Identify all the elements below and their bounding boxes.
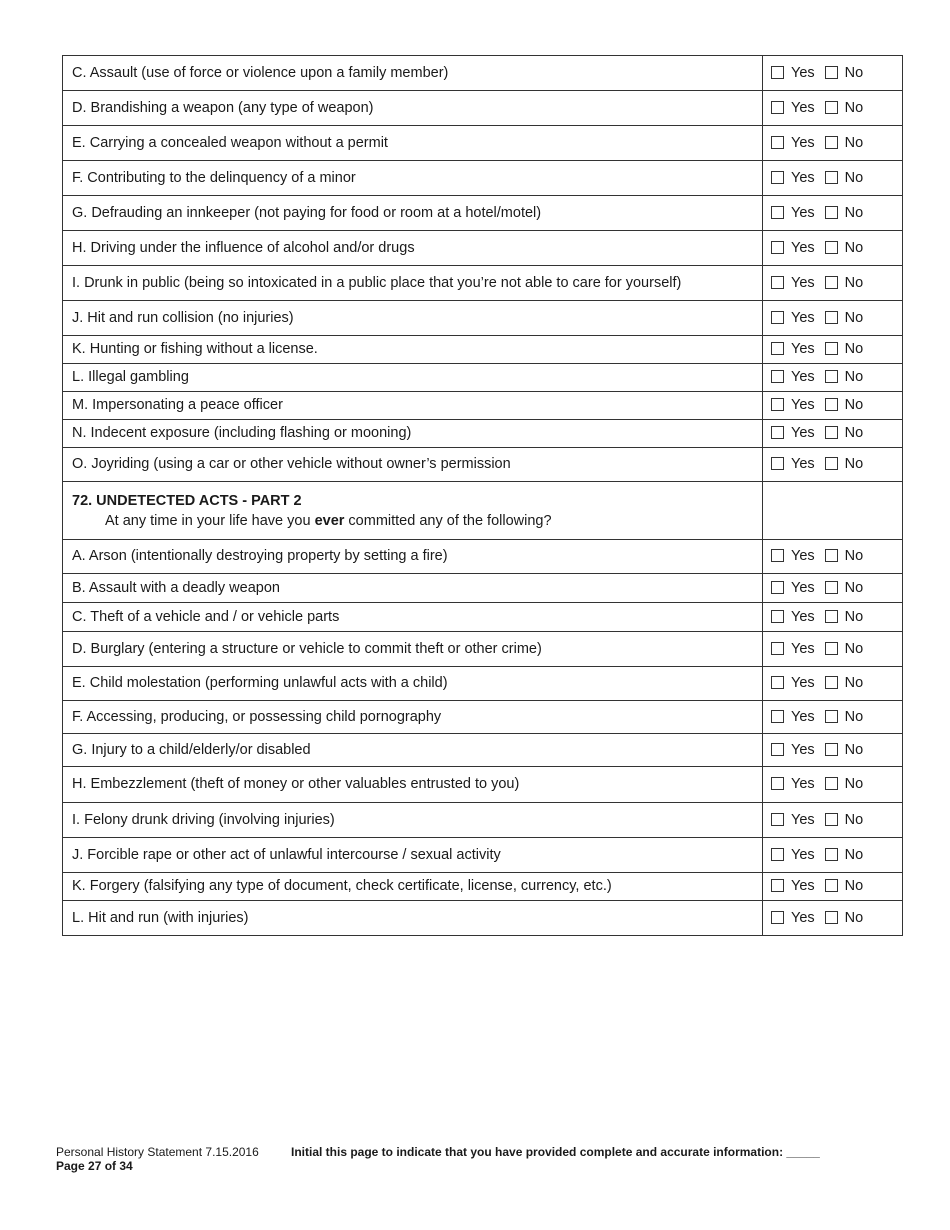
yes-label: Yes bbox=[791, 456, 815, 472]
question-text: E. Child molestation (performing unlawful acts with a child) bbox=[63, 667, 763, 701]
question-row bbox=[63, 734, 903, 767]
answer-cell bbox=[763, 392, 903, 420]
no-option[interactable] bbox=[825, 275, 864, 292]
section-header-row bbox=[63, 482, 903, 540]
question-text: K. Hunting or fishing without a license. bbox=[63, 336, 763, 364]
no-option[interactable] bbox=[825, 847, 864, 864]
yes-checkbox[interactable] bbox=[771, 848, 784, 861]
no-checkbox[interactable] bbox=[825, 276, 838, 289]
footer-left bbox=[56, 1145, 259, 1173]
no-option[interactable] bbox=[825, 397, 864, 414]
question-row bbox=[63, 126, 903, 161]
no-option[interactable] bbox=[825, 878, 864, 895]
no-option[interactable] bbox=[825, 425, 864, 442]
question-text: J. Forcible rape or other act of unlawful intercourse / sexual activity bbox=[63, 838, 763, 873]
yes-checkbox[interactable] bbox=[771, 276, 784, 289]
yes-checkbox[interactable] bbox=[771, 610, 784, 623]
question-row bbox=[63, 91, 903, 126]
yes-label: Yes bbox=[791, 608, 815, 625]
question-text: G. Injury to a child/elderly/or disabled bbox=[63, 734, 763, 767]
no-option[interactable] bbox=[825, 310, 864, 327]
question-text: C. Theft of a vehicle and / or vehicle parts bbox=[63, 603, 763, 632]
section-description-emphasis: ever bbox=[314, 512, 345, 529]
no-checkbox[interactable] bbox=[825, 101, 838, 114]
no-label: No bbox=[844, 397, 864, 413]
no-checkbox[interactable] bbox=[825, 66, 838, 79]
no-option[interactable] bbox=[825, 135, 864, 152]
no-option[interactable] bbox=[825, 341, 864, 358]
no-checkbox[interactable] bbox=[825, 777, 838, 790]
yes-option[interactable] bbox=[771, 425, 815, 442]
question-row bbox=[63, 301, 903, 336]
no-label: No bbox=[844, 204, 864, 221]
yes-checkbox[interactable] bbox=[771, 241, 784, 254]
question-text: M. Impersonating a peace officer bbox=[63, 392, 763, 420]
answer-cell bbox=[763, 266, 903, 301]
no-label: No bbox=[844, 878, 864, 894]
answer-cell bbox=[763, 448, 903, 482]
yes-checkbox[interactable] bbox=[771, 370, 784, 383]
no-label: No bbox=[844, 708, 864, 725]
answer-cell bbox=[763, 632, 903, 667]
yes-checkbox[interactable] bbox=[771, 426, 784, 439]
section-title: 72. UNDETECTED ACTS - PART 2 bbox=[72, 492, 302, 509]
question-row bbox=[63, 448, 903, 482]
no-option[interactable] bbox=[825, 240, 864, 257]
answer-cell bbox=[763, 734, 903, 767]
no-label: No bbox=[844, 548, 864, 564]
no-label: No bbox=[844, 640, 864, 657]
yes-checkbox[interactable] bbox=[771, 581, 784, 594]
answer-cell bbox=[763, 767, 903, 803]
section-description-text-end: committed any of the following? bbox=[344, 512, 552, 529]
yes-label: Yes bbox=[791, 204, 815, 221]
answer-cell bbox=[763, 301, 903, 336]
yes-checkbox[interactable] bbox=[771, 642, 784, 655]
answer-cell bbox=[763, 667, 903, 701]
no-option[interactable] bbox=[825, 776, 864, 793]
section-72-rows bbox=[63, 540, 903, 936]
no-option[interactable] bbox=[825, 369, 864, 386]
yes-option[interactable] bbox=[771, 609, 815, 626]
no-option[interactable] bbox=[825, 205, 864, 222]
question-row bbox=[63, 364, 903, 392]
no-checkbox[interactable] bbox=[825, 610, 838, 623]
no-label: No bbox=[844, 811, 864, 828]
no-label: No bbox=[844, 608, 864, 625]
question-text: L. Illegal gambling bbox=[63, 364, 763, 392]
yes-option[interactable] bbox=[771, 812, 815, 829]
no-checkbox[interactable] bbox=[825, 710, 838, 723]
answer-cell bbox=[763, 803, 903, 838]
no-label: No bbox=[844, 741, 864, 758]
question-row bbox=[63, 632, 903, 667]
question-text: L. Hit and run (with injuries) bbox=[63, 901, 763, 936]
question-row bbox=[63, 231, 903, 266]
answer-cell bbox=[763, 901, 903, 936]
no-checkbox[interactable] bbox=[825, 911, 838, 924]
section-header-empty-cell bbox=[763, 482, 903, 540]
no-option[interactable] bbox=[825, 812, 864, 829]
yes-label: Yes bbox=[791, 741, 815, 758]
no-label: No bbox=[844, 274, 864, 291]
no-checkbox[interactable] bbox=[825, 848, 838, 861]
yes-label: Yes bbox=[791, 909, 815, 926]
yes-checkbox[interactable] bbox=[771, 710, 784, 723]
yes-label: Yes bbox=[791, 341, 815, 357]
question-text: D. Brandishing a weapon (any type of weapon) bbox=[63, 91, 763, 126]
yes-checkbox[interactable] bbox=[771, 398, 784, 411]
answer-cell bbox=[763, 701, 903, 734]
no-label: No bbox=[844, 425, 864, 441]
no-checkbox[interactable] bbox=[825, 743, 838, 756]
section-72-header bbox=[63, 482, 903, 540]
question-row bbox=[63, 873, 903, 901]
question-text: J. Hit and run collision (no injuries) bbox=[63, 301, 763, 336]
question-row bbox=[63, 336, 903, 364]
question-text: H. Embezzlement (theft of money or other valuables entrusted to you) bbox=[63, 767, 763, 803]
yes-label: Yes bbox=[791, 397, 815, 413]
no-checkbox[interactable] bbox=[825, 370, 838, 383]
no-option[interactable] bbox=[825, 65, 864, 82]
no-checkbox[interactable] bbox=[825, 311, 838, 324]
question-text: C. Assault (use of force or violence upon a family member) bbox=[63, 56, 763, 91]
question-row bbox=[63, 838, 903, 873]
no-checkbox[interactable] bbox=[825, 171, 838, 184]
yes-checkbox[interactable] bbox=[771, 311, 784, 324]
yes-checkbox[interactable] bbox=[771, 879, 784, 892]
no-checkbox[interactable] bbox=[825, 136, 838, 149]
question-text: E. Carrying a concealed weapon without a permit bbox=[63, 126, 763, 161]
question-row bbox=[63, 392, 903, 420]
yes-label: Yes bbox=[791, 708, 815, 725]
yes-label: Yes bbox=[791, 548, 815, 564]
yes-checkbox[interactable] bbox=[771, 457, 784, 470]
question-row bbox=[63, 603, 903, 632]
question-text: D. Burglary (entering a structure or vehicle to commit theft or other crime) bbox=[63, 632, 763, 667]
no-label: No bbox=[844, 456, 864, 472]
question-row bbox=[63, 667, 903, 701]
answer-cell bbox=[763, 603, 903, 632]
yes-label: Yes bbox=[791, 369, 815, 385]
question-text: O. Joyriding (using a car or other vehicle without owner’s permission bbox=[63, 448, 763, 482]
question-text: B. Assault with a deadly weapon bbox=[63, 574, 763, 603]
yes-option[interactable] bbox=[771, 742, 815, 759]
yes-checkbox[interactable] bbox=[771, 549, 784, 562]
no-label: No bbox=[844, 134, 864, 151]
no-label: No bbox=[844, 675, 864, 691]
no-label: No bbox=[844, 99, 864, 116]
no-option[interactable] bbox=[825, 742, 864, 759]
no-option[interactable] bbox=[825, 709, 864, 726]
yes-label: Yes bbox=[791, 579, 815, 596]
yes-label: Yes bbox=[791, 675, 815, 691]
yes-label: Yes bbox=[791, 811, 815, 828]
answer-cell bbox=[763, 838, 903, 873]
yes-option[interactable] bbox=[771, 100, 815, 117]
answer-cell bbox=[763, 540, 903, 574]
answer-cell bbox=[763, 420, 903, 448]
yes-option[interactable] bbox=[771, 397, 815, 414]
no-label: No bbox=[844, 579, 864, 596]
no-checkbox[interactable] bbox=[825, 398, 838, 411]
question-row bbox=[63, 540, 903, 574]
yes-option[interactable] bbox=[771, 641, 815, 658]
yes-option[interactable] bbox=[771, 205, 815, 222]
question-row bbox=[63, 901, 903, 936]
answer-cell bbox=[763, 873, 903, 901]
yes-label: Yes bbox=[791, 239, 815, 256]
yes-checkbox[interactable] bbox=[771, 911, 784, 924]
yes-option[interactable] bbox=[771, 275, 815, 292]
question-text: G. Defrauding an innkeeper (not paying for food or room at a hotel/motel) bbox=[63, 196, 763, 231]
no-checkbox[interactable] bbox=[825, 549, 838, 562]
document-name: Personal History Statement 7.15.2016 bbox=[56, 1145, 259, 1159]
question-row bbox=[63, 266, 903, 301]
yes-option[interactable] bbox=[771, 675, 815, 692]
yes-checkbox[interactable] bbox=[771, 676, 784, 689]
no-label: No bbox=[844, 309, 864, 326]
yes-option[interactable] bbox=[771, 240, 815, 257]
no-checkbox[interactable] bbox=[825, 241, 838, 254]
answer-cell bbox=[763, 196, 903, 231]
no-option[interactable] bbox=[825, 641, 864, 658]
no-option[interactable] bbox=[825, 910, 864, 927]
no-checkbox[interactable] bbox=[825, 457, 838, 470]
question-text: I. Felony drunk driving (involving injuries) bbox=[63, 803, 763, 838]
initial-instruction: Initial this page to indicate that you have provided complete and accurate information: _____ bbox=[291, 1145, 820, 1159]
question-text: F. Contributing to the delinquency of a minor bbox=[63, 161, 763, 196]
answer-cell bbox=[763, 364, 903, 392]
yes-label: Yes bbox=[791, 846, 815, 863]
yes-option[interactable] bbox=[771, 847, 815, 864]
no-option[interactable] bbox=[825, 100, 864, 117]
no-checkbox[interactable] bbox=[825, 813, 838, 826]
yes-checkbox[interactable] bbox=[771, 813, 784, 826]
question-row bbox=[63, 56, 903, 91]
question-row bbox=[63, 161, 903, 196]
yes-option[interactable] bbox=[771, 709, 815, 726]
no-label: No bbox=[844, 776, 864, 792]
no-option[interactable] bbox=[825, 609, 864, 626]
yes-label: Yes bbox=[791, 878, 815, 894]
yes-option[interactable] bbox=[771, 369, 815, 386]
yes-option[interactable] bbox=[771, 310, 815, 327]
answer-cell bbox=[763, 56, 903, 91]
no-checkbox[interactable] bbox=[825, 426, 838, 439]
no-label: No bbox=[844, 64, 864, 81]
yes-label: Yes bbox=[791, 776, 815, 792]
yes-option[interactable] bbox=[771, 548, 815, 565]
yes-label: Yes bbox=[791, 274, 815, 291]
no-option[interactable] bbox=[825, 456, 864, 473]
no-checkbox[interactable] bbox=[825, 342, 838, 355]
question-text: K. Forgery (falsifying any type of document, check certificate, license, currency, etc.) bbox=[63, 873, 763, 901]
no-option[interactable] bbox=[825, 675, 864, 692]
yes-option[interactable] bbox=[771, 580, 815, 597]
no-label: No bbox=[844, 169, 864, 186]
yes-option[interactable] bbox=[771, 170, 815, 187]
yes-option[interactable] bbox=[771, 135, 815, 152]
yes-checkbox[interactable] bbox=[771, 342, 784, 355]
no-label: No bbox=[844, 846, 864, 863]
no-checkbox[interactable] bbox=[825, 676, 838, 689]
yes-label: Yes bbox=[791, 134, 815, 151]
yes-checkbox[interactable] bbox=[771, 101, 784, 114]
no-label: No bbox=[844, 239, 864, 256]
question-text: A. Arson (intentionally destroying property by setting a fire) bbox=[63, 540, 763, 574]
yes-checkbox[interactable] bbox=[771, 206, 784, 219]
page-number: Page 27 of 34 bbox=[56, 1159, 133, 1173]
yes-checkbox[interactable] bbox=[771, 136, 784, 149]
no-option[interactable] bbox=[825, 170, 864, 187]
yes-label: Yes bbox=[791, 640, 815, 657]
yes-option[interactable] bbox=[771, 910, 815, 927]
no-option[interactable] bbox=[825, 580, 864, 597]
no-label: No bbox=[844, 369, 864, 385]
yes-checkbox[interactable] bbox=[771, 777, 784, 790]
question-row bbox=[63, 574, 903, 603]
yes-checkbox[interactable] bbox=[771, 743, 784, 756]
no-label: No bbox=[844, 341, 864, 357]
no-checkbox[interactable] bbox=[825, 206, 838, 219]
question-text: H. Driving under the influence of alcohol and/or drugs bbox=[63, 231, 763, 266]
section-description-text: At any time in your life have you bbox=[105, 512, 315, 529]
no-checkbox[interactable] bbox=[825, 581, 838, 594]
no-option[interactable] bbox=[825, 548, 864, 565]
no-checkbox[interactable] bbox=[825, 879, 838, 892]
yes-option[interactable] bbox=[771, 878, 815, 895]
yes-option[interactable] bbox=[771, 456, 815, 473]
yes-option[interactable] bbox=[771, 341, 815, 358]
yes-checkbox[interactable] bbox=[771, 66, 784, 79]
yes-checkbox[interactable] bbox=[771, 171, 784, 184]
yes-label: Yes bbox=[791, 425, 815, 441]
question-text: N. Indecent exposure (including flashing or mooning) bbox=[63, 420, 763, 448]
section-description bbox=[72, 511, 762, 531]
question-text: I. Drunk in public (being so intoxicated in a public place that you’re not able to care for yourself) bbox=[63, 266, 763, 301]
answer-cell bbox=[763, 161, 903, 196]
yes-option[interactable] bbox=[771, 776, 815, 793]
answer-cell bbox=[763, 231, 903, 266]
questions-table bbox=[62, 55, 903, 936]
yes-label: Yes bbox=[791, 169, 815, 186]
no-checkbox[interactable] bbox=[825, 642, 838, 655]
question-row bbox=[63, 701, 903, 734]
answer-cell bbox=[763, 126, 903, 161]
question-text: F. Accessing, producing, or possessing child pornography bbox=[63, 701, 763, 734]
answer-cell bbox=[763, 91, 903, 126]
no-label: No bbox=[844, 909, 864, 926]
section-71-rows bbox=[63, 56, 903, 482]
yes-label: Yes bbox=[791, 99, 815, 116]
yes-option[interactable] bbox=[771, 65, 815, 82]
question-row bbox=[63, 803, 903, 838]
yes-label: Yes bbox=[791, 309, 815, 326]
answer-cell bbox=[763, 574, 903, 603]
yes-label: Yes bbox=[791, 64, 815, 81]
question-row bbox=[63, 767, 903, 803]
question-row bbox=[63, 196, 903, 231]
answer-cell bbox=[763, 336, 903, 364]
question-row bbox=[63, 420, 903, 448]
